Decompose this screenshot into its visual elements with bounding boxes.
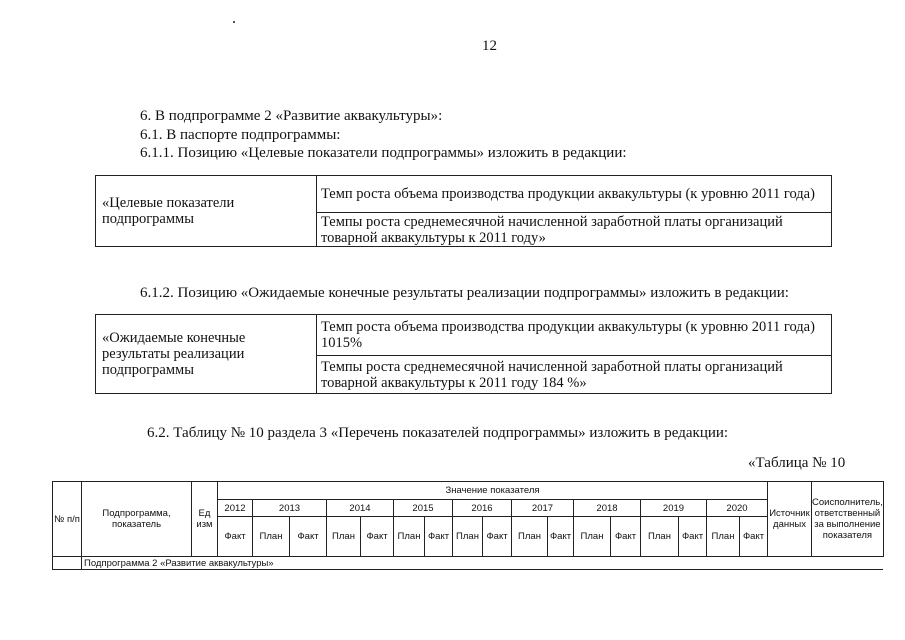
plan-header: План <box>394 517 425 557</box>
year-header: 2018 <box>574 500 641 517</box>
col-source-header: Источник данных <box>768 482 812 557</box>
table-caption: «Таблица № 10 <box>748 455 846 471</box>
year-header: 2015 <box>394 500 453 517</box>
plan-header: План <box>574 517 611 557</box>
paragraph-6-2: 6.2. Таблицу № 10 раздела 3 «Перечень показателей подпрограммы» изложить в редакции: <box>147 425 729 441</box>
fact-header: Факт <box>548 517 574 557</box>
target-indicators-label: «Целевые показатели подпрограммы <box>96 176 317 247</box>
paragraph-6-1-1: 6.1.1. Позицию «Целевые показатели подпрограммы» изложить в редакции: <box>140 145 627 161</box>
expected-results-table <box>95 314 832 394</box>
plan-header: План <box>327 517 361 557</box>
year-header: 2019 <box>641 500 707 517</box>
plan-header: План <box>253 517 290 557</box>
col-executor-header: Соисполнитель, ответственный за выполнение показателя <box>812 482 884 557</box>
target-indicators-table <box>95 175 832 247</box>
paragraph-6-1-2: 6.1.2. Позицию «Ожидаемые конечные результаты реализации подпрограммы» изложить в редакции: <box>140 285 789 301</box>
plan-header: План <box>512 517 548 557</box>
year-header: 2016 <box>453 500 512 517</box>
row-number-cell <box>53 557 82 570</box>
fact-header: Факт <box>483 517 512 557</box>
fact-header: Факт <box>218 517 253 557</box>
col-number-header: № п/п <box>53 482 82 557</box>
col-unit-header: Ед изм <box>192 482 218 557</box>
paragraph-6: 6. В подпрограмме 2 «Развитие аквакультуры»: <box>140 108 443 124</box>
expected-result-1: Темп роста объема производства продукции аквакультуры (к уровню 2011 года) 1015% <box>317 315 832 356</box>
plan-header: План <box>707 517 740 557</box>
page-number: 12 <box>482 38 497 54</box>
fact-header: Факт <box>611 517 641 557</box>
indicators-table-10 <box>52 481 884 570</box>
fact-header: Факт <box>361 517 394 557</box>
col-name-header: Подпрограмма, показатель <box>82 482 192 557</box>
target-indicator-1: Темп роста объема производства продукции аквакультуры (к уровню 2011 года) <box>317 176 832 213</box>
year-header: 2012 <box>218 500 253 517</box>
paragraph-6-1: 6.1. В паспорте подпрограммы: <box>140 127 341 143</box>
subprogram-row: Подпрограмма 2 «Развитие аквакультуры» <box>82 557 884 570</box>
scan-speck <box>233 21 235 23</box>
plan-header: План <box>641 517 679 557</box>
fact-header: Факт <box>740 517 768 557</box>
col-value-group-header: Значение показателя <box>218 482 768 500</box>
expected-result-2: Темпы роста среднемесячной начисленной заработной платы организаций товарной аквакультуры к 2011 году 184 %» <box>317 356 832 394</box>
year-header: 2017 <box>512 500 574 517</box>
plan-header: План <box>453 517 483 557</box>
fact-header: Факт <box>290 517 327 557</box>
year-header: 2013 <box>253 500 327 517</box>
year-header: 2020 <box>707 500 768 517</box>
target-indicator-2: Темпы роста среднемесячной начисленной заработной платы организаций товарной аквакультуры к 2011 году» <box>317 213 832 247</box>
year-header: 2014 <box>327 500 394 517</box>
expected-results-label: «Ожидаемые конечные результаты реализации подпрограммы <box>96 315 317 394</box>
fact-header: Факт <box>679 517 707 557</box>
fact-header: Факт <box>425 517 453 557</box>
